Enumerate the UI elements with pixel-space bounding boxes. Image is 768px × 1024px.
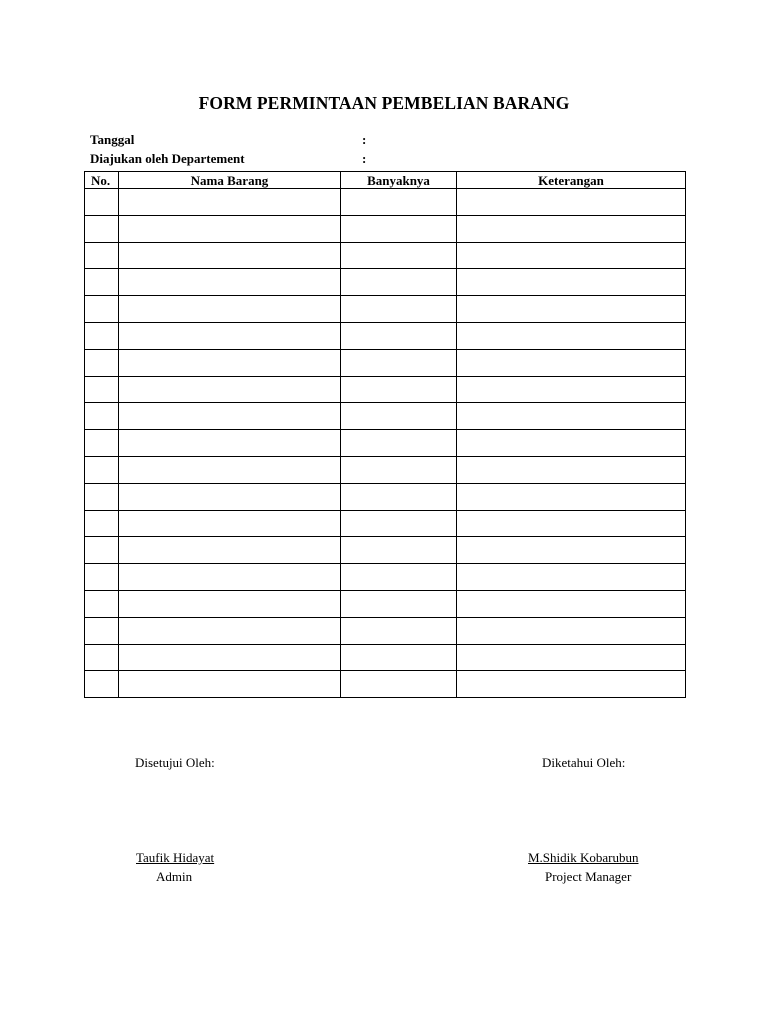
cell-keterangan	[457, 456, 686, 483]
cell-keterangan	[457, 590, 686, 617]
cell-no	[85, 644, 119, 671]
cell-no	[85, 349, 119, 376]
cell-no	[85, 617, 119, 644]
cell-nama-barang	[119, 456, 341, 483]
items-table	[84, 171, 686, 698]
cell-keterangan	[457, 269, 686, 296]
cell-banyaknya	[341, 671, 457, 698]
cell-nama-barang	[119, 510, 341, 537]
table-row	[85, 242, 686, 269]
cell-keterangan	[457, 644, 686, 671]
table-header-row	[85, 172, 686, 189]
table-row	[85, 322, 686, 349]
cell-nama-barang	[119, 269, 341, 296]
header-keterangan: Keterangan	[457, 172, 686, 189]
cell-no	[85, 430, 119, 457]
acknowledged-name: M.Shidik Kobarubun	[528, 850, 639, 865]
cell-banyaknya	[341, 376, 457, 403]
cell-nama-barang	[119, 322, 341, 349]
cell-no	[85, 242, 119, 269]
cell-keterangan	[457, 617, 686, 644]
table-body	[85, 189, 686, 698]
table-row	[85, 189, 686, 216]
cell-nama-barang	[119, 430, 341, 457]
table-row	[85, 456, 686, 483]
table-row	[85, 349, 686, 376]
cell-banyaknya	[341, 617, 457, 644]
cell-banyaknya	[341, 322, 457, 349]
cell-keterangan	[457, 671, 686, 698]
cell-nama-barang	[119, 215, 341, 242]
header-nama-barang: Nama Barang	[119, 172, 341, 189]
field-label-departement: Diajukan oleh Departement	[90, 151, 245, 166]
cell-no	[85, 564, 119, 591]
acknowledged-role: Project Manager	[545, 869, 632, 884]
cell-banyaknya	[341, 537, 457, 564]
cell-banyaknya	[341, 510, 457, 537]
cell-nama-barang	[119, 617, 341, 644]
cell-banyaknya	[341, 269, 457, 296]
cell-keterangan	[457, 510, 686, 537]
cell-banyaknya	[341, 644, 457, 671]
table-row	[85, 403, 686, 430]
table-row	[85, 644, 686, 671]
cell-no	[85, 456, 119, 483]
document-title: FORM PERMINTAAN PEMBELIAN BARANG	[198, 93, 570, 113]
cell-no	[85, 269, 119, 296]
approved-name: Taufik Hidayat	[136, 850, 215, 865]
cell-nama-barang	[119, 671, 341, 698]
cell-keterangan	[457, 215, 686, 242]
cell-no	[85, 537, 119, 564]
cell-no	[85, 296, 119, 323]
cell-no	[85, 403, 119, 430]
cell-nama-barang	[119, 376, 341, 403]
cell-banyaknya	[341, 349, 457, 376]
cell-banyaknya	[341, 456, 457, 483]
table-row	[85, 376, 686, 403]
cell-banyaknya	[341, 215, 457, 242]
table-row	[85, 430, 686, 457]
cell-banyaknya	[341, 430, 457, 457]
header-no: No.	[85, 172, 119, 189]
table-row	[85, 671, 686, 698]
cell-keterangan	[457, 564, 686, 591]
cell-keterangan	[457, 483, 686, 510]
acknowledged-caption: Diketahui Oleh:	[542, 755, 626, 770]
approved-caption: Disetujui Oleh:	[135, 755, 215, 770]
cell-banyaknya	[341, 483, 457, 510]
cell-no	[85, 510, 119, 537]
cell-banyaknya	[341, 403, 457, 430]
cell-no	[85, 376, 119, 403]
cell-keterangan	[457, 349, 686, 376]
cell-keterangan	[457, 189, 686, 216]
cell-nama-barang	[119, 349, 341, 376]
cell-keterangan	[457, 537, 686, 564]
cell-nama-barang	[119, 296, 341, 323]
cell-keterangan	[457, 403, 686, 430]
cell-no	[85, 189, 119, 216]
cell-keterangan	[457, 430, 686, 457]
field-label-tanggal: Tanggal	[90, 132, 135, 147]
table-row	[85, 269, 686, 296]
cell-keterangan	[457, 242, 686, 269]
table-row	[85, 617, 686, 644]
header-banyaknya: Banyaknya	[341, 172, 457, 189]
table-row	[85, 483, 686, 510]
field-separator-tanggal: :	[362, 132, 367, 147]
cell-banyaknya	[341, 590, 457, 617]
cell-banyaknya	[341, 296, 457, 323]
table-row	[85, 537, 686, 564]
field-separator-departement: :	[362, 151, 367, 166]
approved-role: Admin	[156, 869, 193, 884]
cell-banyaknya	[341, 242, 457, 269]
table-row	[85, 296, 686, 323]
cell-no	[85, 215, 119, 242]
table-row	[85, 590, 686, 617]
cell-no	[85, 322, 119, 349]
cell-no	[85, 590, 119, 617]
cell-banyaknya	[341, 189, 457, 216]
cell-nama-barang	[119, 564, 341, 591]
cell-nama-barang	[119, 537, 341, 564]
cell-keterangan	[457, 296, 686, 323]
cell-keterangan	[457, 376, 686, 403]
table-row	[85, 215, 686, 242]
cell-nama-barang	[119, 189, 341, 216]
cell-no	[85, 483, 119, 510]
cell-keterangan	[457, 322, 686, 349]
table-row	[85, 564, 686, 591]
cell-banyaknya	[341, 564, 457, 591]
cell-no	[85, 671, 119, 698]
cell-nama-barang	[119, 644, 341, 671]
cell-nama-barang	[119, 590, 341, 617]
cell-nama-barang	[119, 483, 341, 510]
table-row	[85, 510, 686, 537]
cell-nama-barang	[119, 242, 341, 269]
cell-nama-barang	[119, 403, 341, 430]
